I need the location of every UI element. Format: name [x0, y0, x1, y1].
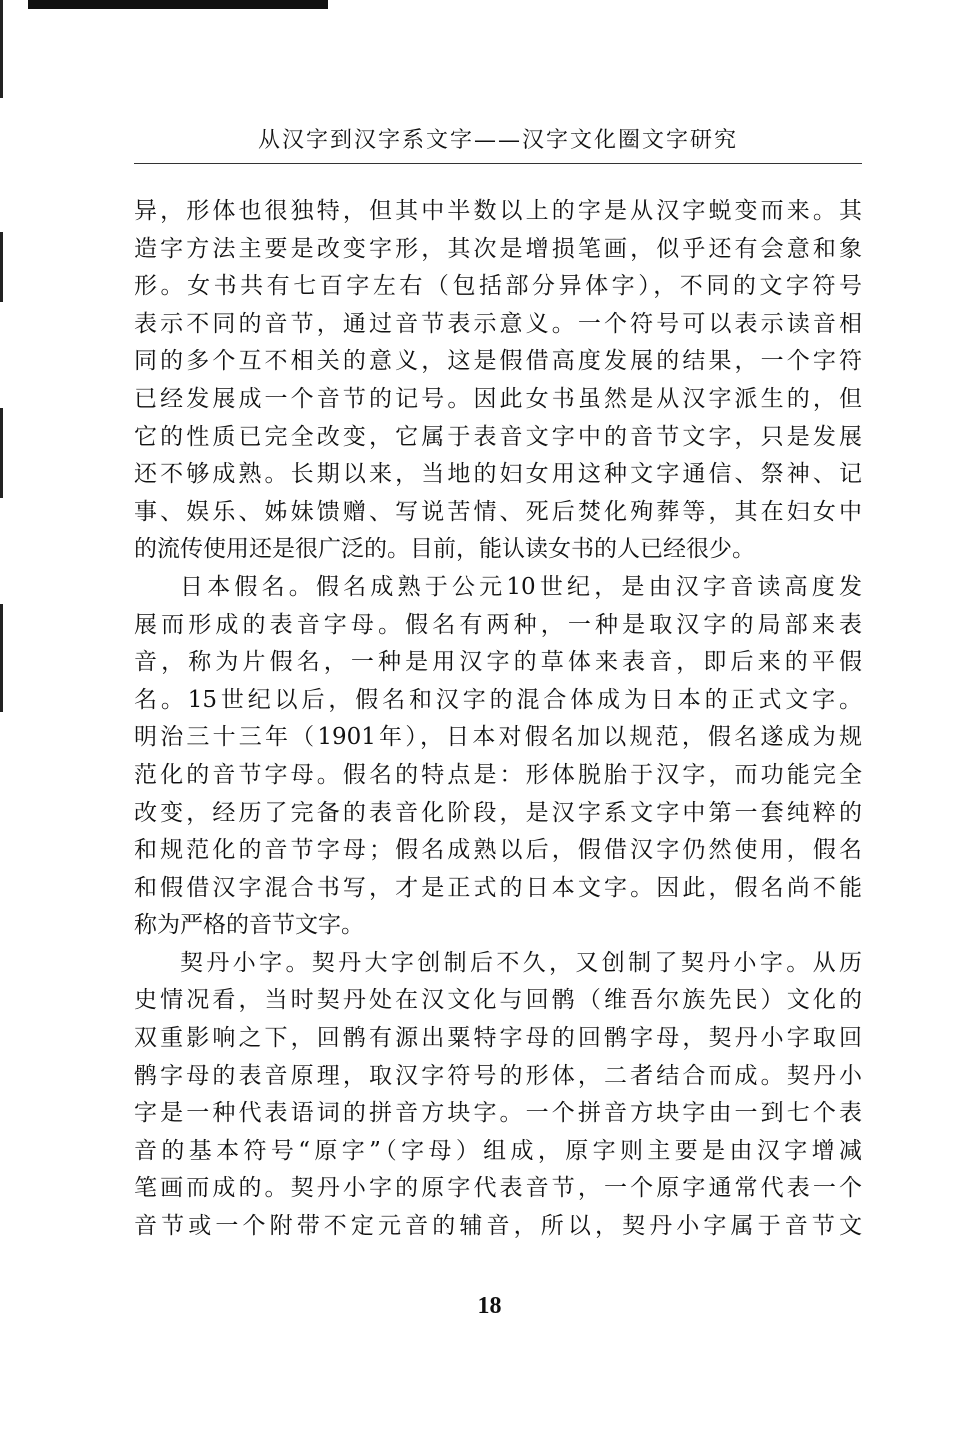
text-line: 日本假名。假名成熟于公元10世纪，是由汉字音读高度发 — [180, 573, 862, 600]
text-line: 形。女书共有七百字左右（包括部分异体字），不同的文字符号 — [134, 273, 862, 300]
text-line: 音节或一个附带不定元音的辅音，所以，契丹小字属于音节文 — [134, 1213, 862, 1240]
scan-edge-mark — [0, 408, 3, 498]
paragraph-kana — [134, 569, 862, 945]
text-line: 异，形体也很独特，但其中半数以上的字是从汉字蜕变而来。其 — [134, 198, 862, 224]
scan-artifact-bar — [28, 0, 328, 9]
header-rule — [134, 163, 862, 164]
body-text — [134, 193, 862, 1246]
page-number: 18 — [477, 1293, 502, 1319]
text-line: 造字方法主要是改变字形，其次是增损笔画，似乎还有会意和象 — [134, 235, 862, 262]
text-line: 同的多个互不相关的意义，这是假借高度发展的结果，一个字符 — [134, 348, 862, 375]
text-line: 的流传使用还是很广泛的。目前，能认读女书的人已经很少。 — [134, 536, 755, 563]
text-line: 和规范化的音节字母；假名成熟以后，假借汉字仍然使用，假名 — [134, 837, 862, 864]
text-line: 它的性质已完全改变，它属于表音文字中的音节文字，只是发展 — [134, 423, 862, 450]
running-header: 从汉字到汉字系文字——汉字文化圈文字研究 — [257, 128, 738, 153]
text-line: 鹘字母的表音原理，取汉字符号的形体，二者结合而成。契丹小 — [134, 1062, 862, 1089]
text-line: 史情况看，当时契丹处在汉文化与回鹘（维吾尔族先民）文化的 — [134, 987, 862, 1014]
text-line: 范化的音节字母。假名的特点是：形体脱胎于汉字，而功能完全 — [134, 761, 862, 788]
text-line: 笔画而成的。契丹小字的原字代表音节，一个原字通常代表一个 — [134, 1175, 862, 1202]
scan-edge-mark — [0, 604, 3, 712]
text-line: 名。15世纪以后，假名和汉字的混合体成为日本的正式文字。 — [134, 686, 862, 713]
scan-edge-mark — [0, 232, 3, 302]
text-line: 双重影响之下，回鹘有源出粟特字母的回鹘字母，契丹小字取回 — [134, 1025, 862, 1052]
text-line: 明治三十三年（1901年），日本对假名加以规范，假名遂成为规 — [134, 724, 862, 751]
text-line: 展而形成的表音字母。假名有两种，一种是取汉字的局部来表 — [134, 611, 862, 638]
text-line: 还不够成熟。长期以来，当地的妇女用这种文字通信、祭神、记 — [134, 461, 862, 488]
text-line: 字是一种代表语词的拼音方块字。一个拼音方块字由一到七个表 — [134, 1100, 862, 1127]
text-line: 称为严格的音节文字。 — [134, 912, 364, 939]
text-line: 改变，经历了完备的表音化阶段，是汉字系文字中第一套纯粹的 — [134, 799, 862, 826]
scan-edge-mark — [0, 0, 3, 98]
text-line: 已经发展成一个音节的记号。因此女书虽然是从汉字派生的，但 — [134, 385, 862, 412]
text-line: 音的基本符号“原字”（字母）组成，原字则主要是由汉字增减 — [134, 1137, 862, 1164]
text-line: 事、娱乐、姊妹馈赠、写说苦情、死后焚化殉葬等，其在妇女中 — [134, 498, 862, 525]
paragraph-khitan — [134, 945, 862, 1246]
text-line: 音，称为片假名，一种是用汉字的草体来表音，即后来的平假 — [134, 649, 862, 676]
text-line: 契丹小字。契丹大字创制后不久，又创制了契丹小字。从历 — [180, 949, 862, 976]
text-line: 和假借汉字混合书写，才是正式的日本文字。因此，假名尚不能 — [134, 874, 862, 901]
paragraph-nushu — [134, 193, 862, 569]
text-line: 表示不同的音节，通过音节表示意义。一个符号可以表示读音相 — [134, 310, 862, 337]
